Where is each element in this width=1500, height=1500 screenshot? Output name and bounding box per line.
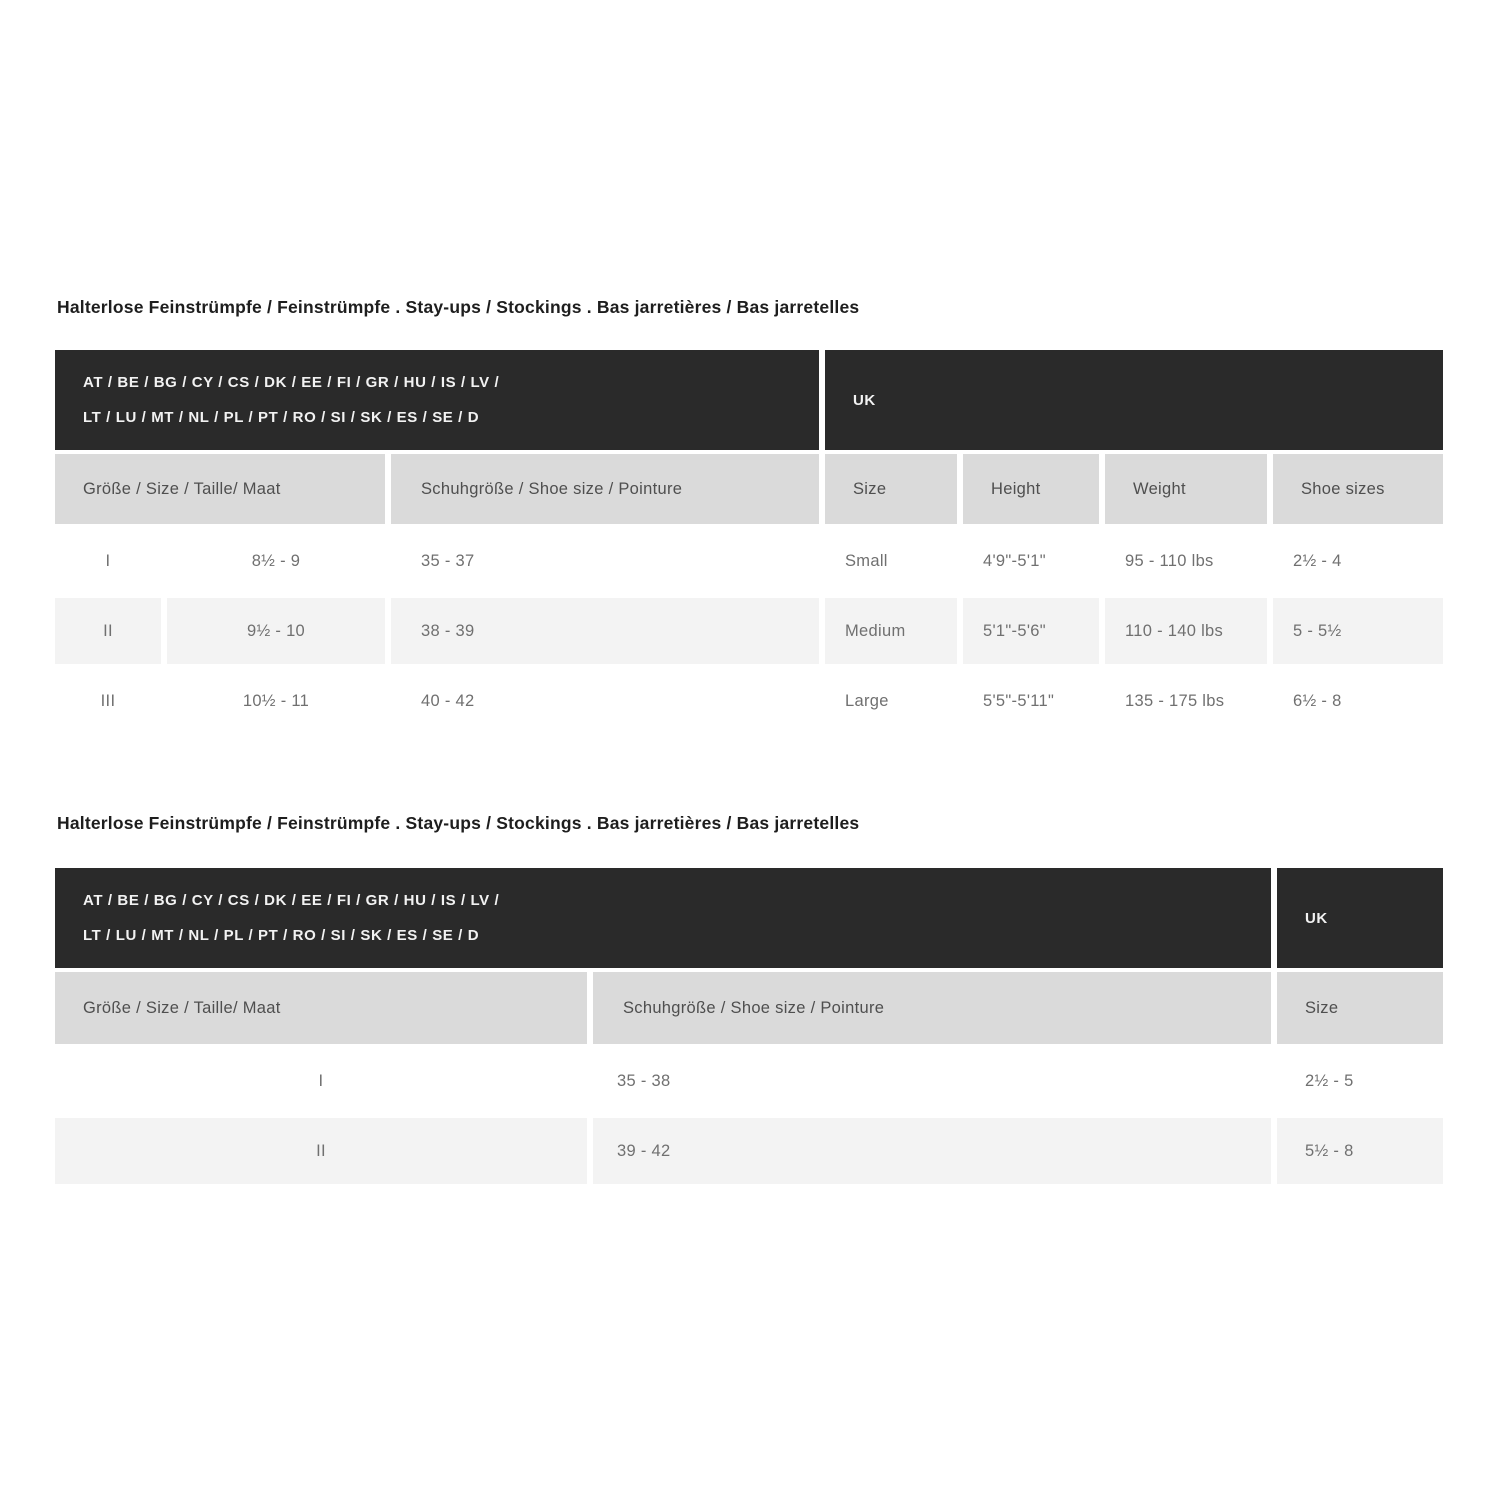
cell-eu-shoe: 40 - 42 xyxy=(421,691,475,710)
eu-countries-bar xyxy=(55,350,819,450)
cell-weight: 135 - 175 lbs xyxy=(1125,691,1225,710)
cell-weight: 110 - 140 lbs xyxy=(1105,598,1267,664)
cell-height: 5'1"-5'6" xyxy=(963,598,1099,664)
cell-height: 5'5"-5'11" xyxy=(983,691,1055,710)
size-table-eu-uk-simple xyxy=(55,868,1443,1184)
cell-eu-shoe: 35 - 37 xyxy=(421,551,475,570)
eu-countries-bar xyxy=(55,868,1271,968)
eu-countries-line2: LT / LU / MT / NL / PL / PT / RO / SI / SK / ES / SE / D xyxy=(83,927,480,944)
column-header-uk-size: Size xyxy=(1277,972,1443,1044)
cell-uk-shoe: 5 - 5½ xyxy=(1273,598,1443,664)
eu-countries-line2: LT / LU / MT / NL / PL / PT / RO / SI / SK / ES / SE / D xyxy=(83,409,480,426)
column-header-shoe-sizes: Shoe sizes xyxy=(1273,454,1443,524)
size-chart-title-2: Halterlose Feinstrümpfe / Feinstrümpfe . Stay-ups / Stockings . Bas jarretières / Bas jarretelles xyxy=(57,813,860,833)
size-table-eu-uk-detailed xyxy=(55,350,1443,734)
cell-uk-shoe: 2½ - 4 xyxy=(1293,551,1342,570)
column-header-height: Height xyxy=(963,454,1099,524)
cell-eu-size: II xyxy=(55,1118,587,1184)
column-header-weight: Weight xyxy=(1105,454,1267,524)
eu-countries-line1: AT / BE / BG / CY / CS / DK / EE / FI / GR / HU / IS / LV / xyxy=(83,374,500,391)
cell-uk-size: 2½ - 5 xyxy=(1305,1071,1354,1090)
cell-uk-size: Small xyxy=(845,551,888,570)
cell-uk-size: 5½ - 8 xyxy=(1277,1118,1443,1184)
cell-eu-size: II xyxy=(55,598,161,664)
cell-eu-size: I xyxy=(318,1071,324,1090)
cell-eu-range: 8½ - 9 xyxy=(251,551,301,570)
cell-weight: 95 - 110 lbs xyxy=(1125,551,1214,570)
column-header-shoe-size: Schuhgröße / Shoe size / Pointure xyxy=(593,972,1271,1044)
column-header-uk-size: Size xyxy=(825,454,957,524)
uk-region-label: UK xyxy=(853,391,876,409)
uk-region-bar xyxy=(825,350,1443,450)
cell-eu-size: I xyxy=(105,551,111,570)
cell-eu-shoe: 39 - 42 xyxy=(593,1118,1271,1184)
cell-uk-size: Medium xyxy=(825,598,957,664)
column-header-size-group: Größe / Size / Taille/ Maat xyxy=(55,454,385,524)
cell-eu-size: III xyxy=(100,691,116,710)
size-chart-title-1: Halterlose Feinstrümpfe / Feinstrümpfe . Stay-ups / Stockings . Bas jarretières / Bas jarretelles xyxy=(57,297,860,317)
cell-eu-range: 10½ - 11 xyxy=(242,691,310,710)
cell-height: 4'9"-5'1" xyxy=(983,551,1046,570)
column-header-size-group: Größe / Size / Taille/ Maat xyxy=(55,972,587,1044)
cell-eu-shoe: 35 - 38 xyxy=(617,1071,671,1090)
column-header-shoe-size: Schuhgröße / Shoe size / Pointure xyxy=(391,454,819,524)
uk-region-bar xyxy=(1277,868,1443,968)
cell-uk-size: Large xyxy=(845,691,889,710)
uk-region-label: UK xyxy=(1305,909,1328,927)
cell-uk-shoe: 6½ - 8 xyxy=(1293,691,1342,710)
cell-eu-shoe: 38 - 39 xyxy=(391,598,819,664)
cell-eu-range: 9½ - 10 xyxy=(167,598,385,664)
eu-countries-line1: AT / BE / BG / CY / CS / DK / EE / FI / GR / HU / IS / LV / xyxy=(83,892,500,909)
